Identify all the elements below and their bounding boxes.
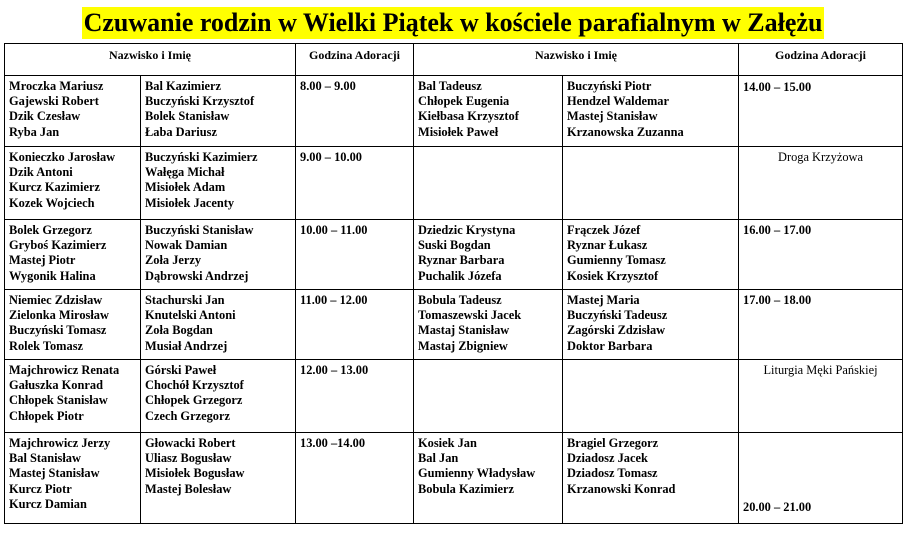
names-cell bbox=[563, 220, 739, 290]
person-name: Musiał Andrzej bbox=[145, 338, 228, 353]
table-row bbox=[5, 76, 903, 147]
person-name: Rolek Tomasz bbox=[9, 338, 84, 353]
names-cell bbox=[563, 290, 739, 360]
header-names-left: Nazwisko i Imię bbox=[5, 44, 296, 76]
names-cell bbox=[5, 360, 141, 433]
person-name: Kurcz Damian bbox=[9, 496, 87, 511]
person-name: Dziadosz Tomasz bbox=[567, 466, 658, 481]
person-name: Hendzel Waldemar bbox=[567, 94, 669, 109]
person-name: Dzik Czesław bbox=[9, 109, 81, 124]
names-cell bbox=[414, 290, 563, 360]
person-name: Mastej Stanisław bbox=[9, 466, 100, 481]
names-cell bbox=[563, 433, 739, 524]
person-name: Mastej Stanisław bbox=[567, 109, 658, 124]
person-name: Krzanowska Zuzanna bbox=[567, 124, 684, 139]
person-name: Bobula Tadeusz bbox=[418, 293, 502, 307]
person-name: Majchrowicz Jerzy bbox=[9, 436, 111, 450]
names-cell bbox=[141, 147, 296, 220]
person-name: Misiołek Adam bbox=[145, 180, 226, 195]
person-name: Buczyński Tomasz bbox=[9, 323, 107, 338]
names-cell bbox=[414, 220, 563, 290]
adoration-hour-left: 11.00 – 12.00 bbox=[296, 290, 414, 360]
person-name: Kosiek Krzysztof bbox=[567, 268, 659, 283]
names-cell bbox=[5, 220, 141, 290]
person-name: Bal Tadeusz bbox=[418, 79, 482, 93]
adoration-hour-right: 14.00 – 15.00 bbox=[739, 76, 903, 147]
person-name: Misiołek Bogusław bbox=[145, 466, 245, 481]
person-name: Misiołek Paweł bbox=[418, 124, 499, 139]
person-name: Chochół Krzysztof bbox=[145, 378, 244, 393]
person-name: Bal Stanisław bbox=[9, 451, 81, 466]
names-cell bbox=[141, 76, 296, 147]
person-name: Dąbrowski Andrzej bbox=[145, 268, 249, 283]
person-name: Chłopek Eugenia bbox=[418, 94, 510, 109]
names-cell bbox=[563, 360, 739, 433]
names-cell bbox=[563, 147, 739, 220]
person-name: Niemiec Zdzisław bbox=[9, 293, 103, 307]
person-name: Buczyński Piotr bbox=[567, 79, 652, 93]
title-container bbox=[4, 4, 902, 42]
person-name: Gajewski Robert bbox=[9, 94, 99, 109]
header-names-right: Nazwisko i Imię bbox=[414, 44, 739, 76]
person-name: Mastaj Stanisław bbox=[418, 323, 510, 338]
header-hour-left: Godzina Adoracji bbox=[296, 44, 414, 76]
person-name: Bal Kazimierz bbox=[145, 79, 222, 93]
adoration-hour-right: 20.00 – 21.00 bbox=[739, 433, 903, 524]
person-name: Doktor Barbara bbox=[567, 338, 653, 353]
person-name: Tomaszewski Jacek bbox=[418, 308, 522, 323]
adoration-hour-right: 17.00 – 18.00 bbox=[739, 290, 903, 360]
names-cell bbox=[5, 147, 141, 220]
names-cell bbox=[414, 76, 563, 147]
person-name: Knutelski Antoni bbox=[145, 308, 236, 323]
person-name: Kozek Wojciech bbox=[9, 195, 95, 210]
names-cell bbox=[414, 147, 563, 220]
person-name: Gałuszka Konrad bbox=[9, 378, 103, 393]
person-name: Puchalik Józefa bbox=[418, 268, 502, 283]
event-label: Liturgia Męki Pańskiej bbox=[739, 360, 903, 433]
person-name: Frączek Józef bbox=[567, 223, 641, 237]
adoration-hour-right: 16.00 – 17.00 bbox=[739, 220, 903, 290]
person-name: Kosiek Jan bbox=[418, 436, 477, 450]
person-name: Dzik Antoni bbox=[9, 165, 73, 180]
adoration-hour-left: 8.00 – 9.00 bbox=[296, 76, 414, 147]
person-name: Ryba Jan bbox=[9, 124, 60, 139]
person-name: Uliasz Bogusław bbox=[145, 451, 232, 466]
person-name: Bal Jan bbox=[418, 451, 459, 466]
names-cell bbox=[5, 433, 141, 524]
person-name: Bragiel Grzegorz bbox=[567, 436, 659, 450]
person-name: Misiołek Jacenty bbox=[145, 195, 235, 210]
adoration-hour-left: 12.00 – 13.00 bbox=[296, 360, 414, 433]
event-label: Droga Krzyżowa bbox=[739, 147, 903, 220]
person-name: Mastej Maria bbox=[567, 293, 640, 307]
table-row bbox=[5, 220, 903, 290]
adoration-hour-left: 9.00 – 10.00 bbox=[296, 147, 414, 220]
person-name: Buczyński Kazimierz bbox=[145, 150, 258, 164]
person-name: Chłopek Stanisław bbox=[9, 393, 108, 408]
person-name: Zagórski Zdzisław bbox=[567, 323, 666, 338]
person-name: Łaba Dariusz bbox=[145, 124, 217, 139]
person-name: Mastaj Zbigniew bbox=[418, 338, 508, 353]
person-name: Bobula Kazimierz bbox=[418, 481, 515, 496]
person-name: Buczyński Tadeusz bbox=[567, 308, 668, 323]
person-name: Górski Paweł bbox=[145, 363, 217, 377]
page-title: Czuwanie rodzin w Wielki Piątek w kościele parafialnym w Załężu bbox=[83, 8, 823, 37]
names-cell bbox=[141, 360, 296, 433]
person-name: Krzanowski Konrad bbox=[567, 481, 676, 496]
person-name: Mastej Piotr bbox=[9, 253, 76, 268]
table-row bbox=[5, 433, 903, 524]
person-name: Czech Grzegorz bbox=[145, 408, 230, 423]
person-name: Kurcz Kazimierz bbox=[9, 180, 100, 195]
table-row bbox=[5, 147, 903, 220]
person-name: Stachurski Jan bbox=[145, 293, 225, 307]
person-name: Chłopek Grzegorz bbox=[145, 393, 243, 408]
names-cell bbox=[141, 433, 296, 524]
person-name: Nowak Damian bbox=[145, 238, 228, 253]
adoration-hour-left: 13.00 –14.00 bbox=[296, 433, 414, 524]
person-name: Gumienny Władysław bbox=[418, 466, 536, 481]
table-row bbox=[5, 290, 903, 360]
person-name: Kurcz Piotr bbox=[9, 481, 72, 496]
person-name: Dziadosz Jacek bbox=[567, 451, 648, 466]
person-name: Mastej Bolesław bbox=[145, 481, 232, 496]
names-cell bbox=[563, 76, 739, 147]
schedule-table bbox=[4, 43, 903, 524]
person-name: Głowacki Robert bbox=[145, 436, 236, 450]
person-name: Bolek Stanisław bbox=[145, 109, 230, 124]
person-name: Gryboś Kazimierz bbox=[9, 238, 107, 253]
person-name: Wałęga Michał bbox=[145, 165, 225, 180]
person-name: Zoła Bogdan bbox=[145, 323, 213, 338]
person-name: Bolek Grzegorz bbox=[9, 223, 92, 237]
person-name: Gumienny Tomasz bbox=[567, 253, 666, 268]
person-name: Ryznar Barbara bbox=[418, 253, 505, 268]
names-cell bbox=[414, 433, 563, 524]
adoration-hour-left: 10.00 – 11.00 bbox=[296, 220, 414, 290]
names-cell bbox=[414, 360, 563, 433]
person-name: Dziedzic Krystyna bbox=[418, 223, 516, 237]
names-cell bbox=[141, 220, 296, 290]
names-cell bbox=[5, 76, 141, 147]
names-cell bbox=[5, 290, 141, 360]
person-name: Zoła Jerzy bbox=[145, 253, 202, 268]
table-row bbox=[5, 360, 903, 433]
person-name: Konieczko Jarosław bbox=[9, 150, 116, 164]
person-name: Majchrowicz Renata bbox=[9, 363, 120, 377]
person-name: Kiełbasa Krzysztof bbox=[418, 109, 519, 124]
person-name: Mroczka Mariusz bbox=[9, 79, 104, 93]
person-name: Zielonka Mirosław bbox=[9, 308, 109, 323]
person-name: Suski Bogdan bbox=[418, 238, 491, 253]
person-name: Buczyński Krzysztof bbox=[145, 94, 255, 109]
person-name: Buczyński Stanisław bbox=[145, 223, 254, 237]
table-header-row bbox=[5, 44, 903, 76]
names-cell bbox=[141, 290, 296, 360]
person-name: Chłopek Piotr bbox=[9, 408, 84, 423]
person-name: Wygonik Halina bbox=[9, 268, 96, 283]
person-name: Ryznar Łukasz bbox=[567, 238, 648, 253]
header-hour-right: Godzina Adoracji bbox=[739, 44, 903, 76]
